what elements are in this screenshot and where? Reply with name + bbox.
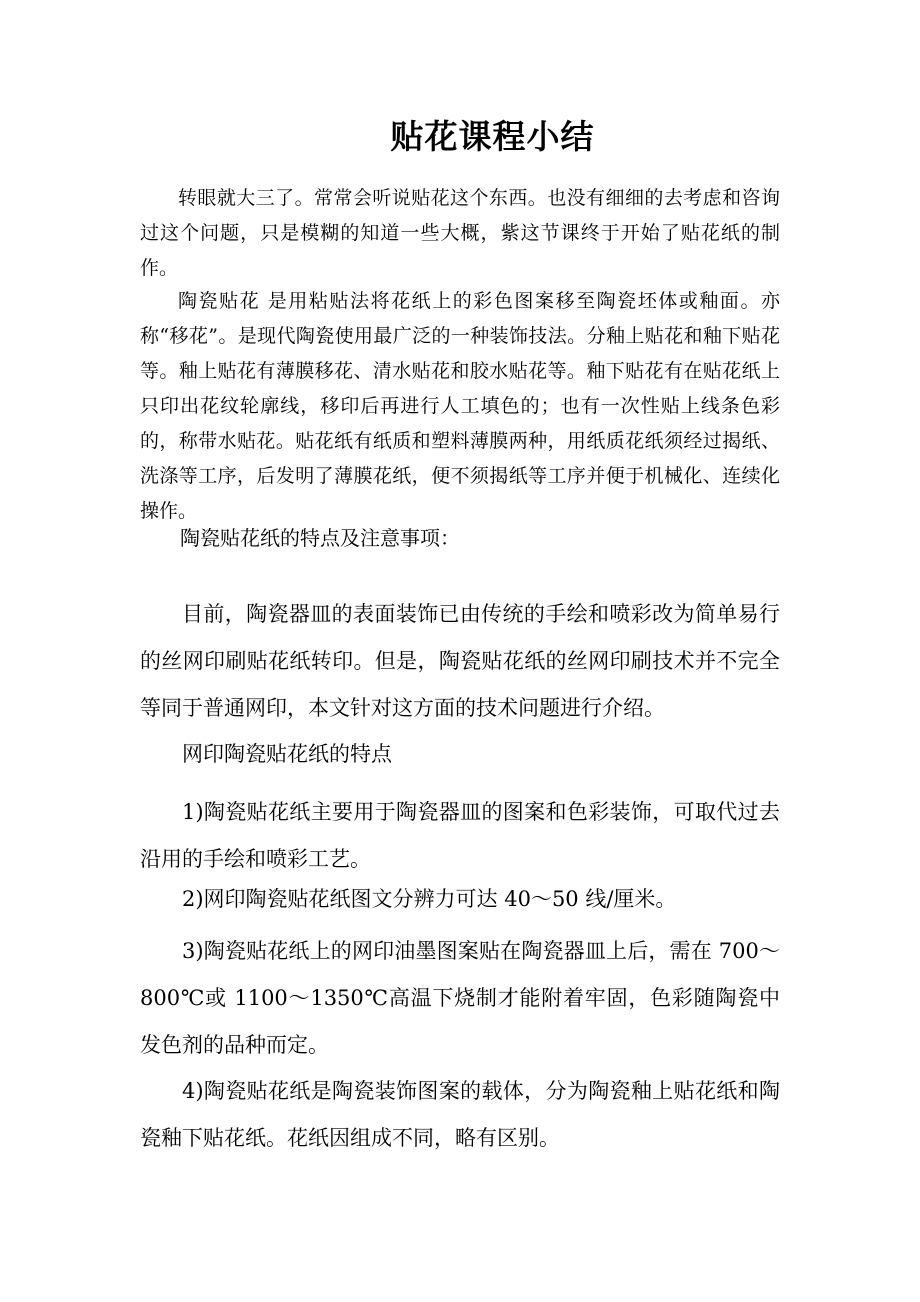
feature-point-2: 2)网印陶瓷贴花纸图文分辨力可达 40～50 线/厘米。	[182, 887, 677, 911]
feature-point-4: 4)陶瓷贴花纸是陶瓷装饰图案的载体，分为陶瓷釉上贴花纸和陶瓷釉下贴花纸。花纸因组成不同，略有区别。	[140, 1079, 780, 1150]
intro-paragraph: 转眼就大三了。常常会听说贴花这个东西。也没有细细的去考虑和咨询过这个问题，只是模糊的知道一些大概，紫这节课终于开始了贴花纸的制作。	[140, 187, 780, 279]
overview-paragraph: 目前，陶瓷器皿的表面装饰已由传统的手绘和喷彩改为简单易行的丝网印刷贴花纸转印。但是，陶瓷贴花纸的丝网印刷技术并不完全等同于普通网印，本文针对这方面的技术问题进行介绍。	[140, 602, 780, 720]
features-heading: 网印陶瓷贴花纸的特点	[182, 742, 392, 766]
feature-point-1: 1)陶瓷贴花纸主要用于陶瓷器皿的图案和色彩装饰，可取代过去沿用的手绘和喷彩工艺。	[140, 800, 780, 871]
feature-point-3: 3)陶瓷贴花纸上的网印油墨图案贴在陶瓷器皿上后，需在 700～800℃或 1100～1350℃高温下烧制才能附着牢固，色彩随陶瓷中发色剂的品种而定。	[140, 939, 780, 1057]
definition-paragraph: 陶瓷贴花 是用粘贴法将花纸上的彩色图案移至陶瓷坯体或釉面。亦称“移花”。是现代陶瓷使用最广泛的一种装饰技法。分釉上贴花和釉下贴花等。釉上贴花有薄膜移花、清水贴花和胶水贴花等。釉下贴花有在贴花纸上只印出花纹轮廓线，移印后再进行人工填色的；也有一次性贴上线条色彩的，称带水贴花。贴花纸有纸质和塑料薄膜两种，用纸质花纸须经过揭纸、洗涤等工序，后发明了薄膜花纸，便不须揭纸等工序并便于机械化、连续化操作。	[140, 290, 780, 522]
section-heading: 陶瓷贴花纸的特点及注意事项：	[180, 526, 460, 550]
document-title: 贴花课程小结	[390, 117, 595, 156]
